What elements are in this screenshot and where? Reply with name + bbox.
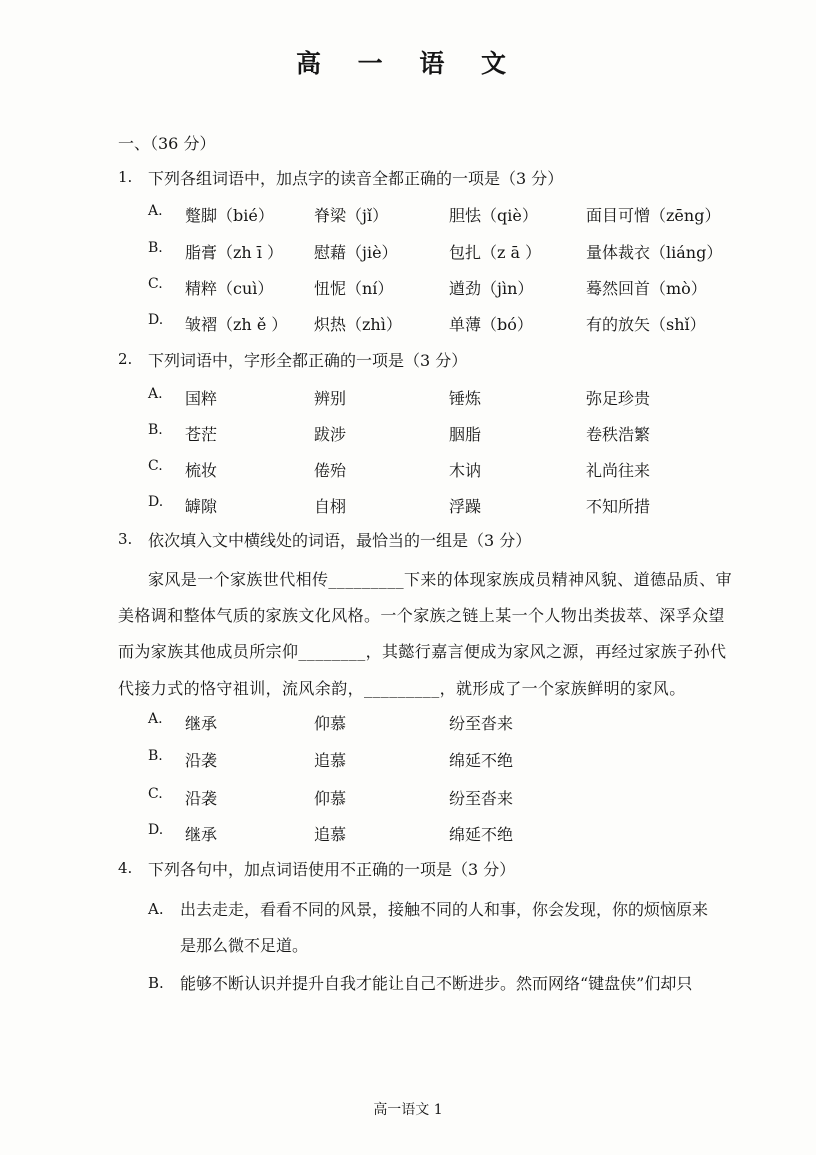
question-4-option-a-line: 是那么微不足道。: [180, 936, 309, 955]
option-item: 皱褶（zh ě ）: [185, 315, 288, 334]
question-1-option-d: [0, 312, 816, 334]
question-1-text: 下列各组词语中，加点字的读音全都正确的一项是（3 分）: [148, 169, 564, 188]
option-label: C.: [148, 276, 163, 292]
option-label: B.: [148, 748, 163, 764]
question-2-option-d: [0, 494, 816, 516]
question-3-option-d: [0, 822, 816, 844]
option-item: 量体裁衣（liáng）: [586, 243, 723, 262]
option-label: A.: [148, 900, 164, 918]
option-item: 锤炼: [449, 389, 482, 408]
option-label: A.: [148, 711, 163, 727]
passage-line: 而为家族其他成员所宗仰________，其懿行嘉言便成为家风之源，再经过家族子孙代: [118, 642, 727, 661]
option-item: 单薄（bó）: [449, 315, 533, 334]
option-item: 绵延不绝: [449, 751, 514, 770]
question-1-number: 1.: [118, 168, 133, 186]
option-item: 不知所措: [586, 497, 651, 516]
option-item: 跋涉: [314, 425, 347, 444]
option-item: 沿袭: [185, 751, 218, 770]
option-item: 胆怯（qiè）: [449, 206, 538, 225]
page-title: 高 一 语 文: [295, 49, 521, 78]
option-item: 有的放矢（shǐ）: [586, 315, 706, 334]
option-item: 木讷: [449, 461, 482, 480]
option-label: C.: [148, 786, 163, 802]
option-item: 卷秩浩繁: [586, 425, 651, 444]
option-label: D.: [148, 494, 164, 510]
option-label: A.: [148, 386, 163, 402]
option-item: 辨别: [314, 389, 347, 408]
question-1-option-c: [0, 276, 816, 298]
question-4-number: 4.: [118, 859, 133, 877]
option-item: 追慕: [314, 751, 347, 770]
option-item: 沿袭: [185, 789, 218, 808]
option-item: 继承: [185, 714, 218, 733]
option-item: 国粹: [185, 389, 218, 408]
question-3-text: 依次填入文中横线处的词语，最恰当的一组是（3 分）: [148, 531, 532, 550]
option-item: 追慕: [314, 825, 347, 844]
option-item: 苍茫: [185, 425, 218, 444]
question-2-number: 2.: [118, 350, 133, 368]
option-item: 脂膏（zh ī ）: [185, 243, 284, 262]
option-item: 慰藉（jiè）: [314, 243, 398, 262]
passage-line: 美格调和整体气质的家族文化风格。一个家族之链上某一个人物出类拔萃、深孚众望: [118, 606, 725, 625]
question-2-text: 下列词语中，字形全都正确的一项是（3 分）: [148, 351, 468, 370]
option-item: 包扎（z ā ）: [449, 243, 542, 262]
option-item: 自栩: [314, 497, 347, 516]
question-4-option-a-line: 出去走走，看看不同的风景，接触不同的人和事，你会发现，你的烦恼原来: [180, 900, 709, 919]
passage-line: 家风是一个家族世代相传_________下来的体现家族成员精神风貌、道德品质、审: [148, 570, 733, 589]
question-2-option-c: [0, 458, 816, 480]
question-4-option-b-line: 能够不断认识并提升自我才能让自己不断进步。然而网络“键盘侠”们却只: [180, 974, 693, 993]
option-label: A.: [148, 203, 163, 219]
option-item: 蹩脚（bié）: [185, 206, 274, 225]
option-label: B.: [148, 422, 163, 438]
option-item: 胭脂: [449, 425, 482, 444]
option-item: 精粹（cuì）: [185, 279, 274, 298]
question-3-number: 3.: [118, 530, 133, 548]
option-item: 仰慕: [314, 789, 347, 808]
option-item: 继承: [185, 825, 218, 844]
option-label: C.: [148, 458, 163, 474]
option-item: 仰慕: [314, 714, 347, 733]
option-item: 炽热（zhì）: [314, 315, 402, 334]
question-1-option-a: [0, 203, 816, 225]
option-label: D.: [148, 312, 164, 328]
option-item: 纷至沓来: [449, 714, 514, 733]
question-3-option-a: [0, 711, 816, 733]
option-item: 礼尚往来: [586, 461, 651, 480]
option-item: 罅隙: [185, 497, 218, 516]
option-item: 倦殆: [314, 461, 347, 480]
option-item: 脊梁（jǐ）: [314, 206, 389, 225]
question-2-option-b: [0, 422, 816, 444]
question-3-option-c: [0, 786, 816, 808]
option-item: 面目可憎（zēng）: [586, 206, 721, 225]
option-label: D.: [148, 822, 164, 838]
question-3-option-b: [0, 748, 816, 770]
question-2-option-a: [0, 386, 816, 408]
option-item: 纷至沓来: [449, 789, 514, 808]
option-item: 蓦然回首（mò）: [586, 279, 707, 298]
option-item: 梳妆: [185, 461, 218, 480]
question-1-option-b: [0, 240, 816, 262]
question-4-text: 下列各句中，加点词语使用不正确的一项是（3 分）: [148, 860, 516, 879]
option-label: B.: [148, 240, 163, 256]
page-footer: 高一语文 1: [373, 1102, 443, 1118]
option-label: B.: [148, 974, 164, 992]
option-item: 弥足珍贵: [586, 389, 651, 408]
section-heading: 一、（36 分）: [118, 134, 216, 153]
option-item: 绵延不绝: [449, 825, 514, 844]
option-item: 遒劲（jìn）: [449, 279, 534, 298]
option-item: 忸怩（ní）: [314, 279, 394, 298]
option-item: 浮躁: [449, 497, 482, 516]
passage-line: 代接力式的恪守祖训，流风余韵，_________，就形成了一个家族鲜明的家风。: [118, 679, 686, 698]
